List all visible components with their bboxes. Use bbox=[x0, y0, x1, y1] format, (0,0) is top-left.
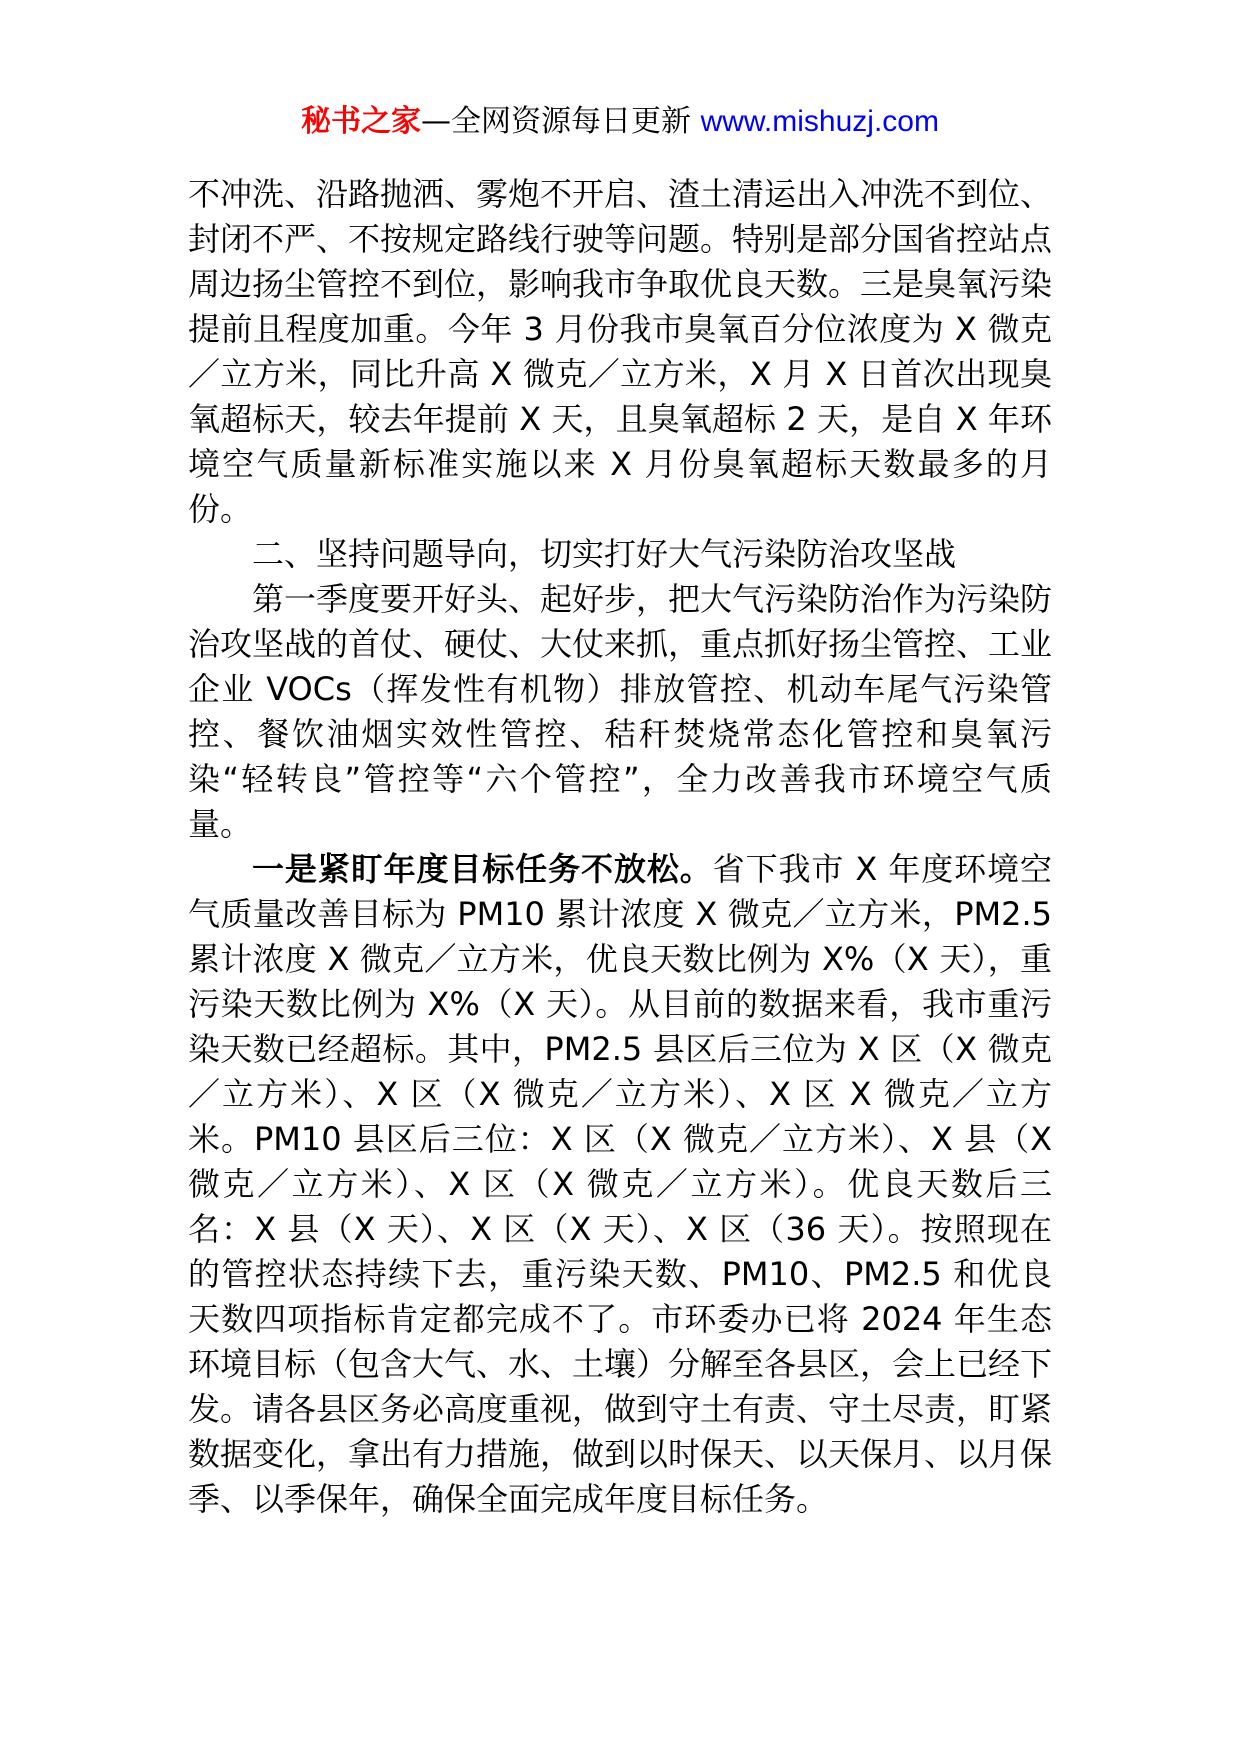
header-tagline: —全网资源每日更新 bbox=[421, 104, 701, 139]
paragraph-continuation: 不冲洗、沿路抛洒、雾炮不开启、渣土清运出入冲洗不到位、封闭不严、不按规定路线行驶等问题。特别是部分国省控站点周边扬尘管控不到位，影响我市争取优良天数。三是臭氧污染提前且程度加重。今年 3 月份我市臭氧百分位浓度为 X 微克／立方米，同比升高 X 微克／立方米，X 月 X 日首次出现臭氧超标天，较去年提前 X 天，且臭氧超标 2 天，是自 X 年环境空气质量新标准实施以来 X 月份臭氧超标天数最多的月份。 bbox=[188, 175, 1053, 528]
document-body bbox=[188, 172, 1052, 1522]
paragraph-body-text: 省下我市 X 年度环境空气质量改善目标为 PM10 累计浓度 X 微克／立方米，PM2.5 累计浓度 X 微克／立方米，优良天数比例为 X%（X 天），重污染天数比例为 X%（X 天）。从目前的数据来看，我市重污染天数已经超标。其中，PM2.5 县区后三位为 X 区（X 微克／立方米）、X 区（X 微克／立方米）、X 区 X 微克／立方米。PM10 县区后三位：X 区（X 微克／立方米）、X 县（X 微克／立方米）、X 区（X 微克／立方米）。优良天数后三名：X 县（X 天）、X 区（X 天）、X 区（36 天）。按照现在的管控状态持续下去，重污染天数、PM10、PM2.5 和优良天数四项指标肯定都完成不了。市环委办已将 2024 年生态环境目标（包含大气、水、土壤）分解至各县区，会上已经下发。请各县区务必高度重视，做到守土有责、守土尽责，盯紧数据变化，拿出有力措施，做到以时保天、以天保月、以月保季、以季保年，确保全面完成年度目标任务。 bbox=[188, 850, 1053, 1518]
site-url-link[interactable]: www.mishuzj.com bbox=[700, 105, 939, 138]
page-header bbox=[0, 100, 1240, 144]
paragraph-overview: 第一季度要开好头、起好步，把大气污染防治作为污染防治攻坚战的首仗、硬仗、大仗来抓，重点抓好扬尘管控、工业企业 VOCs（挥发性有机物）排放管控、机动车尾气污染管控、餐饮油烟实效性管控、秸秆焚烧常态化管控和臭氧污染“轻转良”管控等“六个管控”，全力改善我市环境空气质量。 bbox=[188, 580, 1053, 843]
paragraph-target-task bbox=[188, 847, 1052, 1522]
section-heading: 二、坚持问题导向，切实打好大气污染防治攻坚战 bbox=[252, 535, 957, 573]
site-brand: 秘书之家 bbox=[301, 104, 422, 139]
paragraph-lead-bold: 一是紧盯年度目标任务不放松。 bbox=[252, 850, 713, 888]
